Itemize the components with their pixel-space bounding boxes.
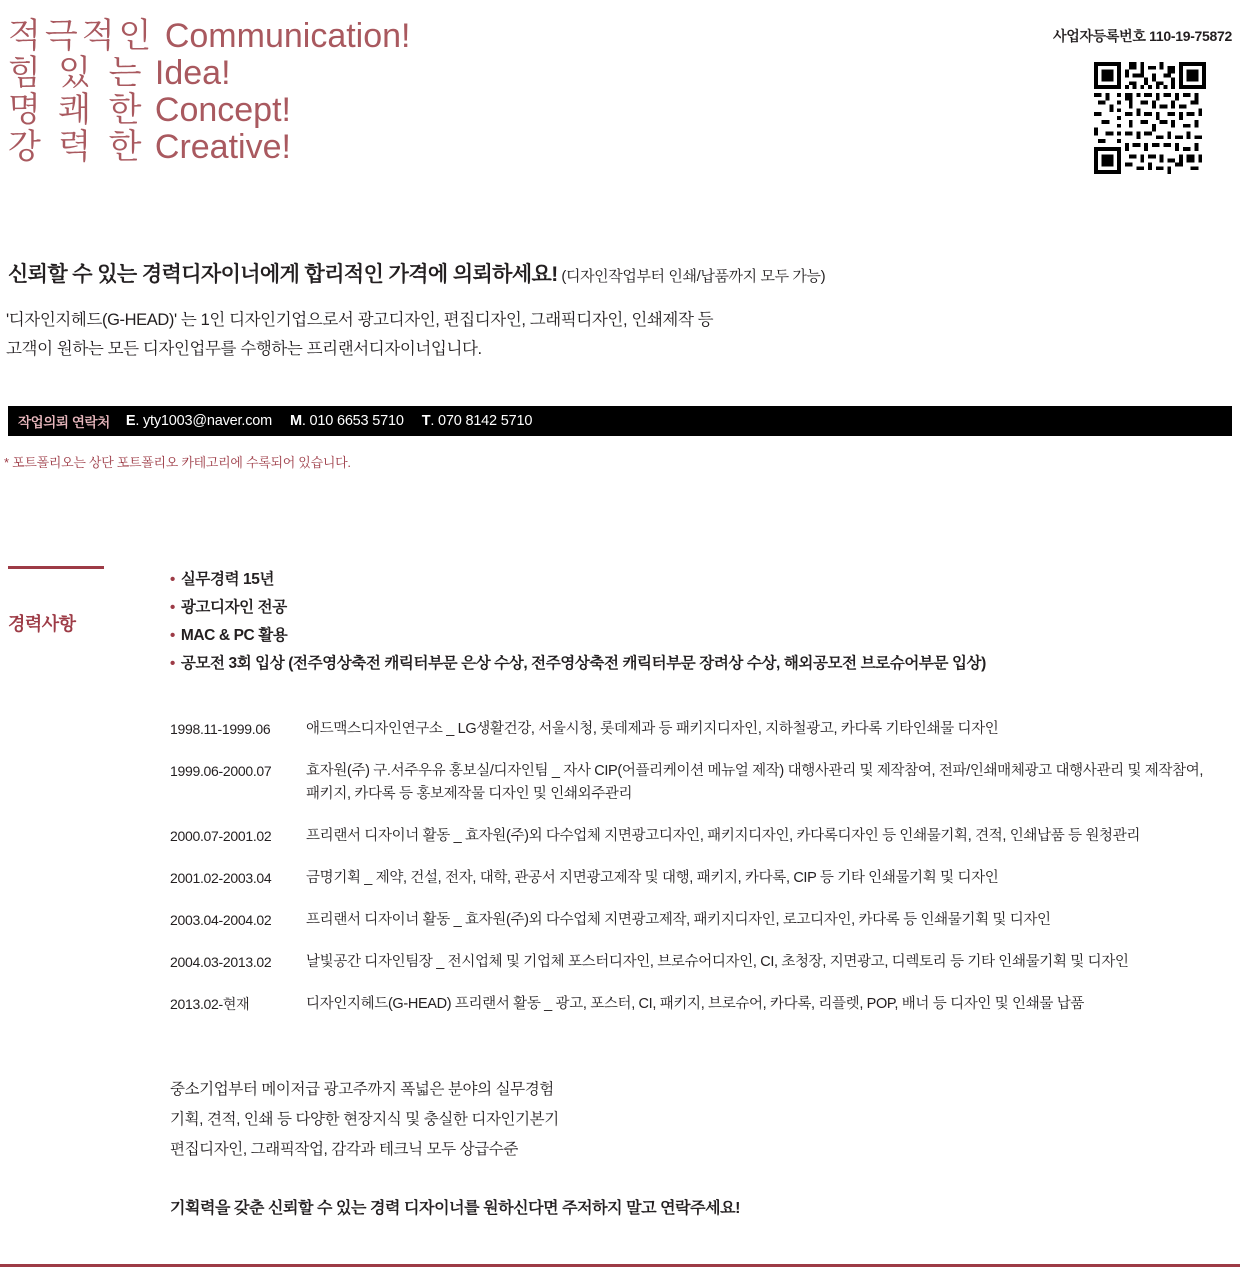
business-registration-number: 사업자등록번호 110-19-75872 xyxy=(1053,28,1232,44)
history-period: 2013.02-현재 xyxy=(170,996,250,1012)
qr-code-icon xyxy=(1094,62,1206,174)
portfolio-note: * 포트폴리오는 상단 포트폴리오 카테고리에 수록되어 있습니다. xyxy=(4,455,351,470)
career-bullet: • MAC & PC 활용 xyxy=(170,622,986,650)
history-row xyxy=(170,867,1210,890)
contact-mobile-value: . 010 6653 5710 xyxy=(301,413,404,429)
history-period: 2004.03-2013.02 xyxy=(170,954,272,970)
contact-email-value: . yty1003@naver.com xyxy=(135,413,272,429)
headline-main: 신뢰할 수 있는 경력디자이너에게 합리적인 가격에 xyxy=(8,263,453,286)
history-row xyxy=(170,909,1210,932)
hero-line-2-en: Idea! xyxy=(154,54,231,92)
contact-tel-key: T xyxy=(421,413,431,429)
intro-line-2: 고객이 원하는 모든 디자인업무를 수행하는 프리랜서디자이너입니다. xyxy=(6,340,482,358)
history-row xyxy=(170,760,1210,806)
hero-line-4 xyxy=(8,129,411,166)
hero-line-3-en: Concept! xyxy=(154,91,291,129)
headline-sub: (디자인작업부터 인쇄/납품까지 모두 가능) xyxy=(557,268,826,285)
history-description: 금명기획 _ 제약, 건설, 전자, 대학, 관공서 지면광고제작 및 대행, 패키지, 카다록, CIP 등 기타 인쇄물기획 및 디자인 xyxy=(306,870,999,886)
history-period: 2003.04-2004.02 xyxy=(170,912,272,928)
closing-statement: 기획력을 갖춘 신뢰할 수 있는 경력 디자이너를 원하신다면 주저하지 말고 연락주세요! xyxy=(170,1200,741,1217)
bottom-divider xyxy=(0,1264,1240,1267)
headline-accent: 의뢰하세요! xyxy=(452,263,558,286)
contact-mobile-key: M xyxy=(289,413,302,429)
career-bullet: • 광고디자인 전공 xyxy=(170,594,986,622)
career-bullet: • 공모전 3회 입상 (전주영상축전 캐릭터부문 은상 수상, 전주영상축전 캐릭터부문 장려상 수상, 해외공모전 브로슈어부문 입상) xyxy=(170,650,986,678)
history-row xyxy=(170,993,1210,1016)
intro-paragraph xyxy=(6,306,713,364)
hero-line-1 xyxy=(8,18,411,55)
contact-bar xyxy=(8,406,1232,436)
history-row xyxy=(170,951,1210,974)
hero-line-2-kr: 힘 있 는 xyxy=(8,54,146,92)
contact-email[interactable] xyxy=(126,413,272,429)
history-description: 프리랜서 디자이너 활동 _ 효자원(주)외 다수업체 지면광고제작, 패키지디자인, 로고디자인, 카다록 등 인쇄물기획 및 디자인 xyxy=(306,912,1051,928)
career-bullet: • 실무경력 15년 xyxy=(170,566,986,594)
career-history-list xyxy=(170,718,1210,1035)
contact-label: 작업의뢰 연락처 xyxy=(18,415,110,430)
hero-slogan xyxy=(8,18,411,166)
career-divider xyxy=(8,566,104,569)
history-row xyxy=(170,718,1210,741)
history-row xyxy=(170,825,1210,848)
headline xyxy=(8,258,825,288)
hero-line-4-kr: 강 력 한 xyxy=(8,128,146,166)
history-description: 디자인지헤드(G-HEAD) 프리랜서 활동 _ 광고, 포스터, CI, 패키지, 브로슈어, 카다록, 리플렛, POP, 배너 등 디자인 및 인쇄물 납품 xyxy=(306,996,1085,1012)
career-bullets xyxy=(170,566,986,678)
contact-mobile[interactable] xyxy=(290,413,404,429)
hero-line-3-kr: 명 쾌 한 xyxy=(8,91,146,129)
career-summary xyxy=(170,1075,559,1165)
career-section-title: 경력사항 xyxy=(8,614,76,634)
hero-line-1-kr: 적극적인 xyxy=(8,17,156,55)
history-description: 효자원(주) 구.서주우유 홍보실/디자인팀 _ 자사 CIP(어플리케이션 메뉴얼 제작) 대행사관리 및 제작참여, 전파/인쇄매체광고 대행사관리 및 제작참여, 패키지, 카다록 등 홍보제작물 디자인 및 인쇄외주관리 xyxy=(306,763,1204,802)
history-period: 1999.06-2000.07 xyxy=(170,763,272,779)
history-period: 2000.07-2001.02 xyxy=(170,828,272,844)
history-description: 날빛공간 디자인팀장 _ 전시업체 및 기업체 포스터디자인, 브로슈어디자인, CI, 초청장, 지면광고, 디렉토리 등 기타 인쇄물기획 및 디자인 xyxy=(306,954,1129,970)
hero-line-4-en: Creative! xyxy=(154,128,291,166)
summary-line: 편집디자인, 그래픽작업, 감각과 테크닉 모두 상급수준 xyxy=(170,1141,518,1158)
history-period: 2001.02-2003.04 xyxy=(170,870,272,886)
history-period: 1998.11-1999.06 xyxy=(170,721,271,737)
contact-tel[interactable] xyxy=(422,413,533,429)
contact-email-key: E xyxy=(125,413,136,429)
history-description: 애드맥스디자인연구소 _ LG생활건강, 서울시청, 롯데제과 등 패키지디자인, 지하철광고, 카다록 기타인쇄물 디자인 xyxy=(306,721,999,737)
hero-line-2 xyxy=(8,55,411,92)
qr-code-svg xyxy=(1094,62,1206,174)
summary-line: 중소기업부터 메이저급 광고주까지 폭넓은 분야의 실무경험 xyxy=(170,1081,554,1098)
intro-line-1: '디자인지헤드(G-HEAD)' 는 1인 디자인기업으로서 광고디자인, 편집디자인, 그래픽디자인, 인쇄제작 등 xyxy=(6,311,714,329)
hero-line-3 xyxy=(8,92,411,129)
summary-line: 기획, 견적, 인쇄 등 다양한 현장지식 및 충실한 디자인기본기 xyxy=(170,1111,559,1128)
contact-tel-value: . 070 8142 5710 xyxy=(430,413,533,429)
history-description: 프리랜서 디자이너 활동 _ 효자원(주)외 다수업체 지면광고디자인, 패키지디자인, 카다록디자인 등 인쇄물기획, 견적, 인쇄납품 등 원청관리 xyxy=(306,828,1141,844)
hero-line-1-en: Communication! xyxy=(164,17,411,55)
